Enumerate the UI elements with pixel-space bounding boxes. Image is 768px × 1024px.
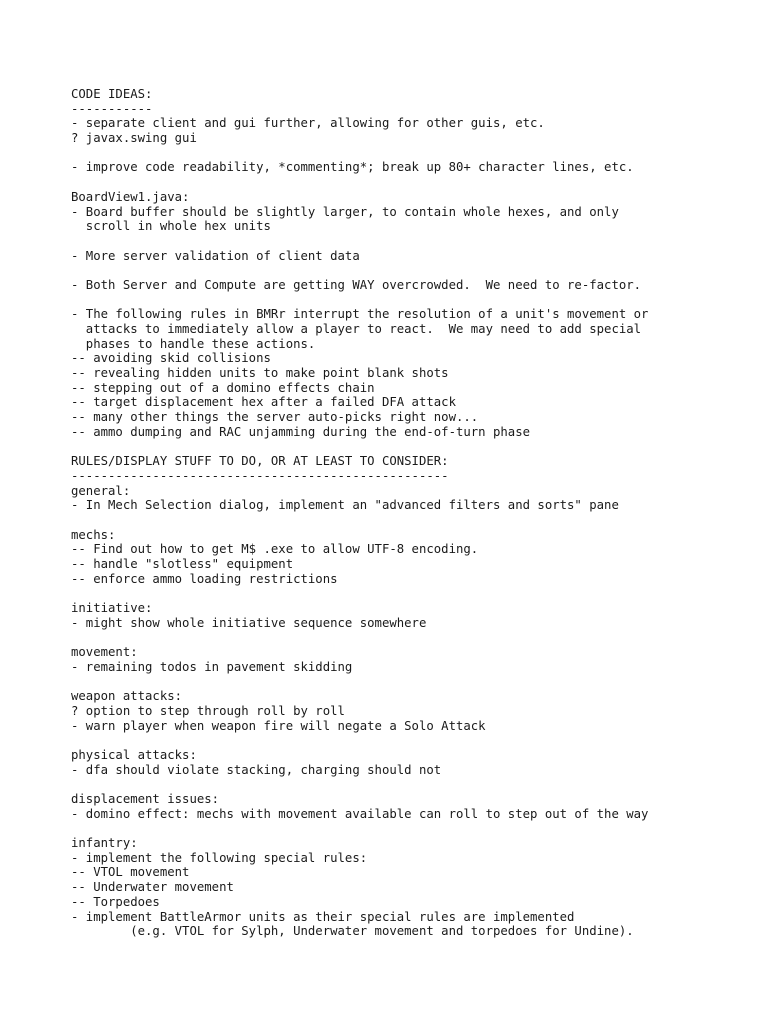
text-line: - In Mech Selection dialog, implement an "advanced filters and sorts" pane [71, 498, 619, 513]
text-line: ? javax.swing gui [71, 131, 197, 146]
text-line [71, 263, 648, 278]
text-line: - More server validation of client data [71, 248, 360, 263]
text-line: CODE IDEAS: [71, 87, 153, 101]
text-line: -- ammo dumping and RAC unjamming during the end-of-turn phase [71, 424, 531, 439]
text-line [71, 440, 648, 455]
text-line: - domino effect: mechs with movement available can roll to step out of the way [71, 806, 649, 821]
text-line: RULES/DISPLAY STUFF TO DO, OR AT LEAST TO CONSIDER: [71, 454, 449, 469]
text-line: -- Underwater movement [71, 880, 234, 895]
text-line: -- enforce ammo loading restrictions [71, 571, 338, 586]
text-line: -- many other things the server auto-picks right now... [71, 410, 479, 425]
document-text [71, 87, 648, 939]
text-line [71, 777, 648, 792]
text-line: --------------------------------------------------- [71, 468, 449, 483]
text-line: attacks to immediately allow a player to react. We may need to add special [71, 322, 642, 336]
text-line [71, 586, 648, 601]
text-line [71, 630, 648, 645]
text-line: - The following rules in BMRr interrupt the resolution of a unit's movement or [71, 307, 649, 322]
text-line: -- VTOL movement [71, 865, 190, 880]
text-line: infantry: [71, 836, 138, 851]
text-line: (e.g. VTOL for Sylph, Underwater movement and torpedoes for Undine). [71, 924, 634, 939]
text-line: -- Find out how to get M$ .exe to allow UTF-8 encoding. [71, 542, 479, 557]
text-line: scroll in whole hex units [71, 219, 271, 234]
text-line: - implement BattleArmor units as their special rules are implemented [71, 909, 575, 924]
text-line [71, 234, 648, 249]
text-line [71, 675, 648, 690]
text-line: - Board buffer should be slightly larger, to contain whole hexes, and only [71, 204, 619, 219]
text-line: weapon attacks: [71, 689, 183, 704]
text-line: - dfa should violate stacking, charging should not [71, 762, 442, 777]
text-line: ? option to step through roll by roll [71, 703, 345, 718]
text-line [71, 513, 648, 528]
text-line: - Both Server and Compute are getting WAY overcrowded. We need to re-factor. [71, 277, 642, 292]
text-line: -- target displacement hex after a failed DFA attack [71, 395, 456, 410]
text-line: -- Torpedoes [71, 894, 160, 909]
text-line [71, 821, 648, 836]
text-line: physical attacks: [71, 747, 197, 762]
text-line: - improve code readability, *commenting*; break up 80+ character lines, etc. [71, 160, 634, 175]
text-line: phases to handle these actions. [71, 336, 316, 351]
text-line: -- handle "slotless" equipment [71, 557, 294, 571]
text-line: general: [71, 483, 131, 498]
text-line [71, 733, 648, 748]
text-line [71, 146, 648, 161]
text-line: -- avoiding skid collisions [71, 351, 271, 366]
text-line: - separate client and gui further, allowing for other guis, etc. [71, 116, 545, 131]
text-line: displacement issues: [71, 792, 220, 806]
text-line: mechs: [71, 527, 116, 542]
text-line: - implement the following special rules: [71, 850, 368, 865]
text-line [71, 293, 648, 308]
text-line: -- revealing hidden units to make point blank shots [71, 366, 449, 381]
text-line: ----------- [71, 101, 153, 116]
text-line [71, 175, 648, 190]
text-line: -- stepping out of a domino effects chain [71, 380, 375, 395]
text-line: - remaining todos in pavement skidding [71, 659, 353, 674]
text-line: initiative: [71, 601, 153, 616]
text-line: movement: [71, 645, 138, 660]
text-line: - warn player when weapon fire will negate a Solo Attack [71, 718, 486, 733]
text-line: BoardView1.java: [71, 189, 190, 204]
text-line: - might show whole initiative sequence somewhere [71, 615, 427, 630]
